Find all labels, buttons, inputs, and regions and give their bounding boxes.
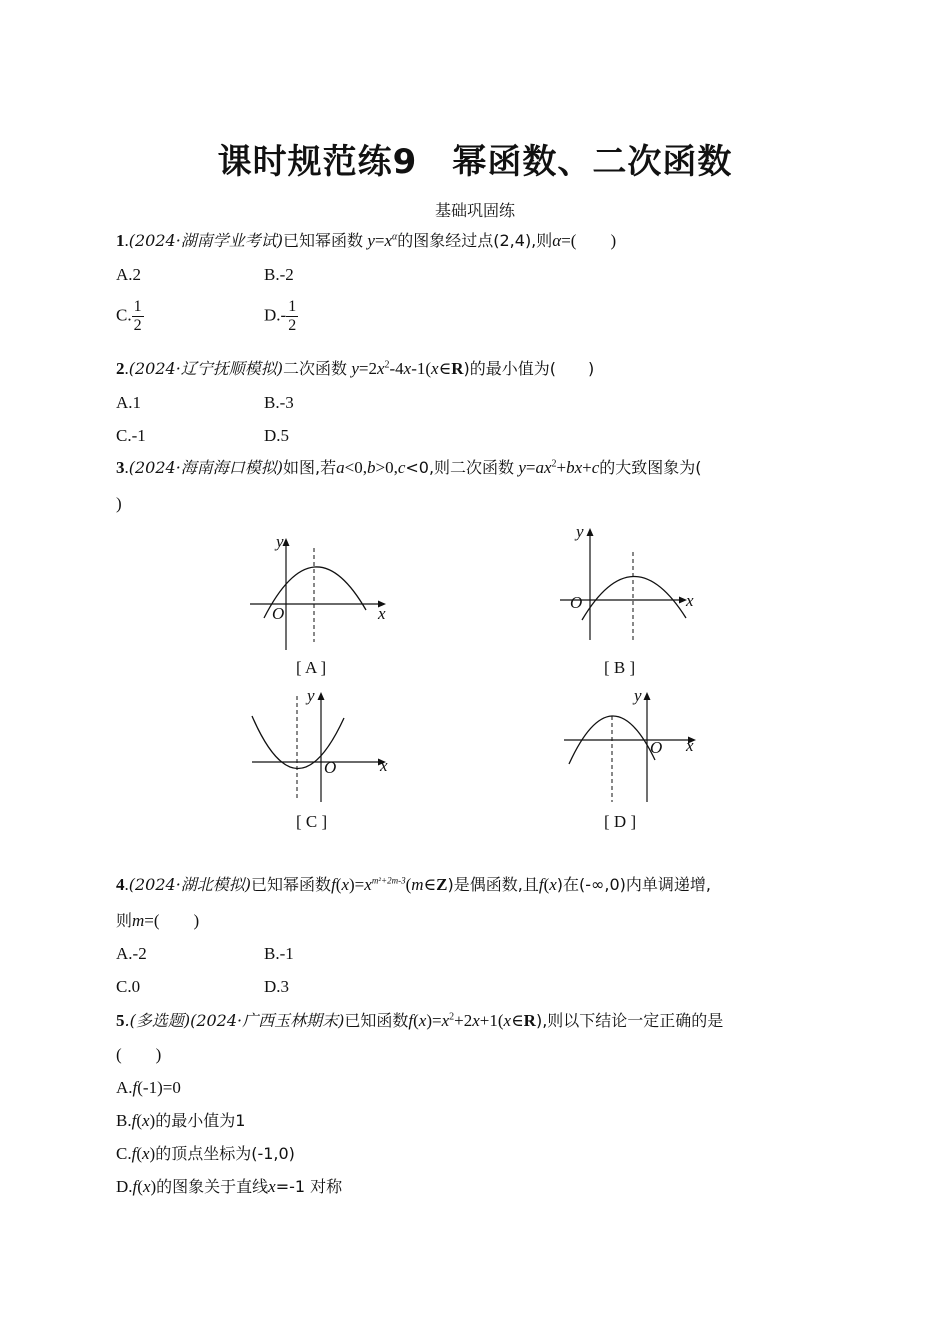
q5-option-c[interactable]: C.f(x)的顶点坐标为(-1,0) <box>116 1144 295 1163</box>
q1-option-d[interactable]: D.- $\frac{1}{2}$ <box>264 298 297 334</box>
q4-option-c[interactable]: C.0 <box>116 977 141 996</box>
q2-option-d[interactable]: D.5 <box>264 426 290 445</box>
question-2: 2.(2024·辽宁抚顺模拟)二次函数 $y=2x^2-4x-1(x\in R)$的最小值为( ) <box>116 359 595 378</box>
question-5: 5.(多选题)(2024·广西玉林期末)已知函数$f(x)=x^2+2x+1(x\in R)$,则以下结论一定正确的是 <box>116 1011 724 1030</box>
q1-option-b[interactable]: B.-2 <box>264 265 294 284</box>
q4-option-d[interactable]: D.3 <box>264 977 290 996</box>
graph-c-label: [ C ] <box>296 812 328 831</box>
q2-option-a[interactable]: A.1 <box>116 393 142 412</box>
graph-a[interactable]: y O x <box>248 532 398 657</box>
graph-b-label: [ B ] <box>604 658 636 677</box>
graph-d-label: [ D ] <box>604 812 637 831</box>
graph-b[interactable]: y O x <box>558 522 708 647</box>
q4-option-b[interactable]: B.-1 <box>264 944 294 963</box>
q5-option-b[interactable]: B.f(x)的最小值为1 <box>116 1111 246 1130</box>
graph-c[interactable]: y O x <box>250 686 400 811</box>
section-title: 基础巩固练 <box>434 201 515 220</box>
graph-d[interactable]: y O x <box>562 686 712 811</box>
question-5-bracket: ( ) <box>116 1045 162 1064</box>
q1-option-a[interactable]: A.2 <box>116 265 142 284</box>
q2-option-b[interactable]: B.-3 <box>264 393 294 412</box>
question-3: 3.(2024·海南海口模拟)如图,若a<0,b>0,c<0,则二次函数 $y=ax^2+bx+c$的大致图象为( <box>116 458 702 477</box>
q5-option-a[interactable]: A.f(-1)=0 <box>116 1078 181 1097</box>
q5-option-d[interactable]: D.f(x)的图象关于直线x=-1 对称 <box>116 1177 343 1196</box>
fraction: $\frac{1}{2}$ <box>288 298 297 334</box>
question-4-line-2: 则m=( ) <box>116 911 200 930</box>
question-1: 1.(2024·湖南学业考试)已知幂函数 $y=x^\alpha$的图象经过点(2,4),则α=( ) <box>116 231 617 250</box>
q4-option-a[interactable]: A.-2 <box>116 944 147 963</box>
q1-option-c[interactable]: C. $\frac{1}{2}$ <box>116 298 142 334</box>
question-4: 4.(2024·湖北模拟)已知幂函数$f(x)=x^{m^2+2m-3}(m\in Z)$是偶函数,且f(x)在(-∞,0)内单调递增, <box>116 875 711 894</box>
question-3-bracket: ) <box>116 494 122 513</box>
fraction: $\frac{1}{2}$ <box>133 298 142 334</box>
page-title: 课时规范练9 幂函数、二次函数 <box>217 142 733 182</box>
q2-option-c[interactable]: C.-1 <box>116 426 146 445</box>
graph-a-label: [ A ] <box>296 658 327 677</box>
